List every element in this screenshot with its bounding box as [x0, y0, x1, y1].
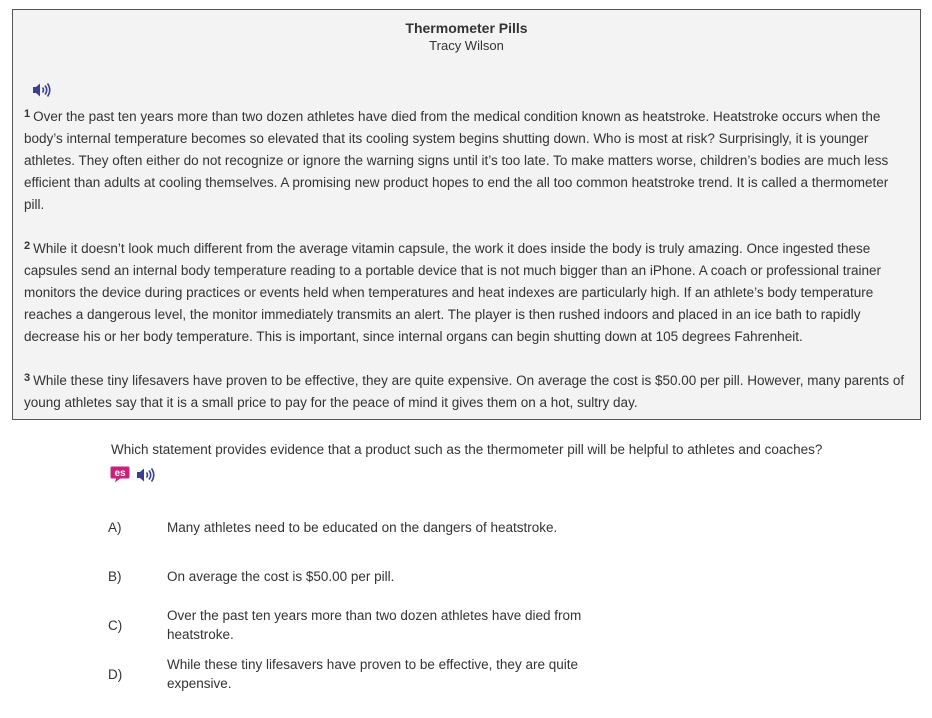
option-letter[interactable]: C): [108, 618, 123, 633]
paragraph-2: [24, 235, 908, 348]
option-text[interactable]: On average the cost is $50.00 per pill.: [167, 569, 395, 584]
paragraph-text: While these tiny lifesavers have proven to be effective, they are quite expensive. On average the cost is $50.00 per pill. However, many parents of young athletes say that it is a small price to pay for the peace of mind it gives them on a hot, sultry day.: [24, 373, 905, 410]
spanish-translation-button[interactable]: [110, 466, 130, 483]
speaker-icon: [31, 81, 53, 99]
spanish-translation-icon: [110, 466, 130, 483]
paragraph-3: [24, 367, 908, 414]
passage-panel: [12, 9, 921, 420]
spanish-label: es: [114, 468, 126, 479]
passage-author: Tracy Wilson: [429, 38, 504, 53]
passage-title: Thermometer Pills: [405, 20, 528, 36]
paragraph-text: While it doesn’t look much different from the average vitamin capsule, the work it does inside the body is truly amazing. Once ingested these capsules send an internal body temperature reading to a portable device that is not much bigger than an iPhone. A coach or professional trainer monitors the device during practices or events held when temperatures and heat indexes are particularly high. If an athlete’s body temperature reaches a dangerous level, the monitor immediately transmits an alert. The player is then rushed indoors and placed in an ice bath to rapidly decrease his or her body temperature. This is important, since internal organs can begin shutting down at 105 degrees Fahrenheit.: [24, 241, 882, 344]
paragraph-number: 3: [24, 372, 31, 384]
option-letter[interactable]: A): [108, 520, 122, 535]
option-text[interactable]: Over the past ten years more than two dozen athletes have died from heatstroke.: [167, 608, 582, 642]
question-audio-button[interactable]: [135, 466, 157, 484]
question-text: Which statement provides evidence that a product such as the thermometer pill will be helpful to athletes and coaches?: [111, 442, 823, 457]
passage-audio-button[interactable]: [31, 81, 53, 99]
option-letter[interactable]: B): [108, 569, 122, 584]
option-text[interactable]: While these tiny lifesavers have proven to be effective, they are quite expensive.: [167, 657, 578, 691]
paragraph-number: 1: [24, 108, 31, 120]
speaker-icon: [135, 466, 157, 484]
option-text[interactable]: Many athletes need to be educated on the dangers of heatstroke.: [167, 520, 558, 535]
paragraph-text: Over the past ten years more than two dozen athletes have died from the medical condition known as heatstroke. Heatstroke occurs when the body’s internal temperature becomes so elevated that its cooling system begins shutting down. Who is most at risk? Surprisingly, it is younger athletes. They often either do not recognize or ignore the warning signs until it’s too late. To make matters worse, children’s bodies are much less efficient than adults at cooling themselves. A promising new product hopes to end the all too common heatstroke trend. It is called a thermometer pill.: [24, 109, 889, 212]
paragraph-1: [24, 103, 908, 216]
paragraph-number: 2: [24, 240, 31, 252]
option-letter[interactable]: D): [108, 667, 123, 682]
